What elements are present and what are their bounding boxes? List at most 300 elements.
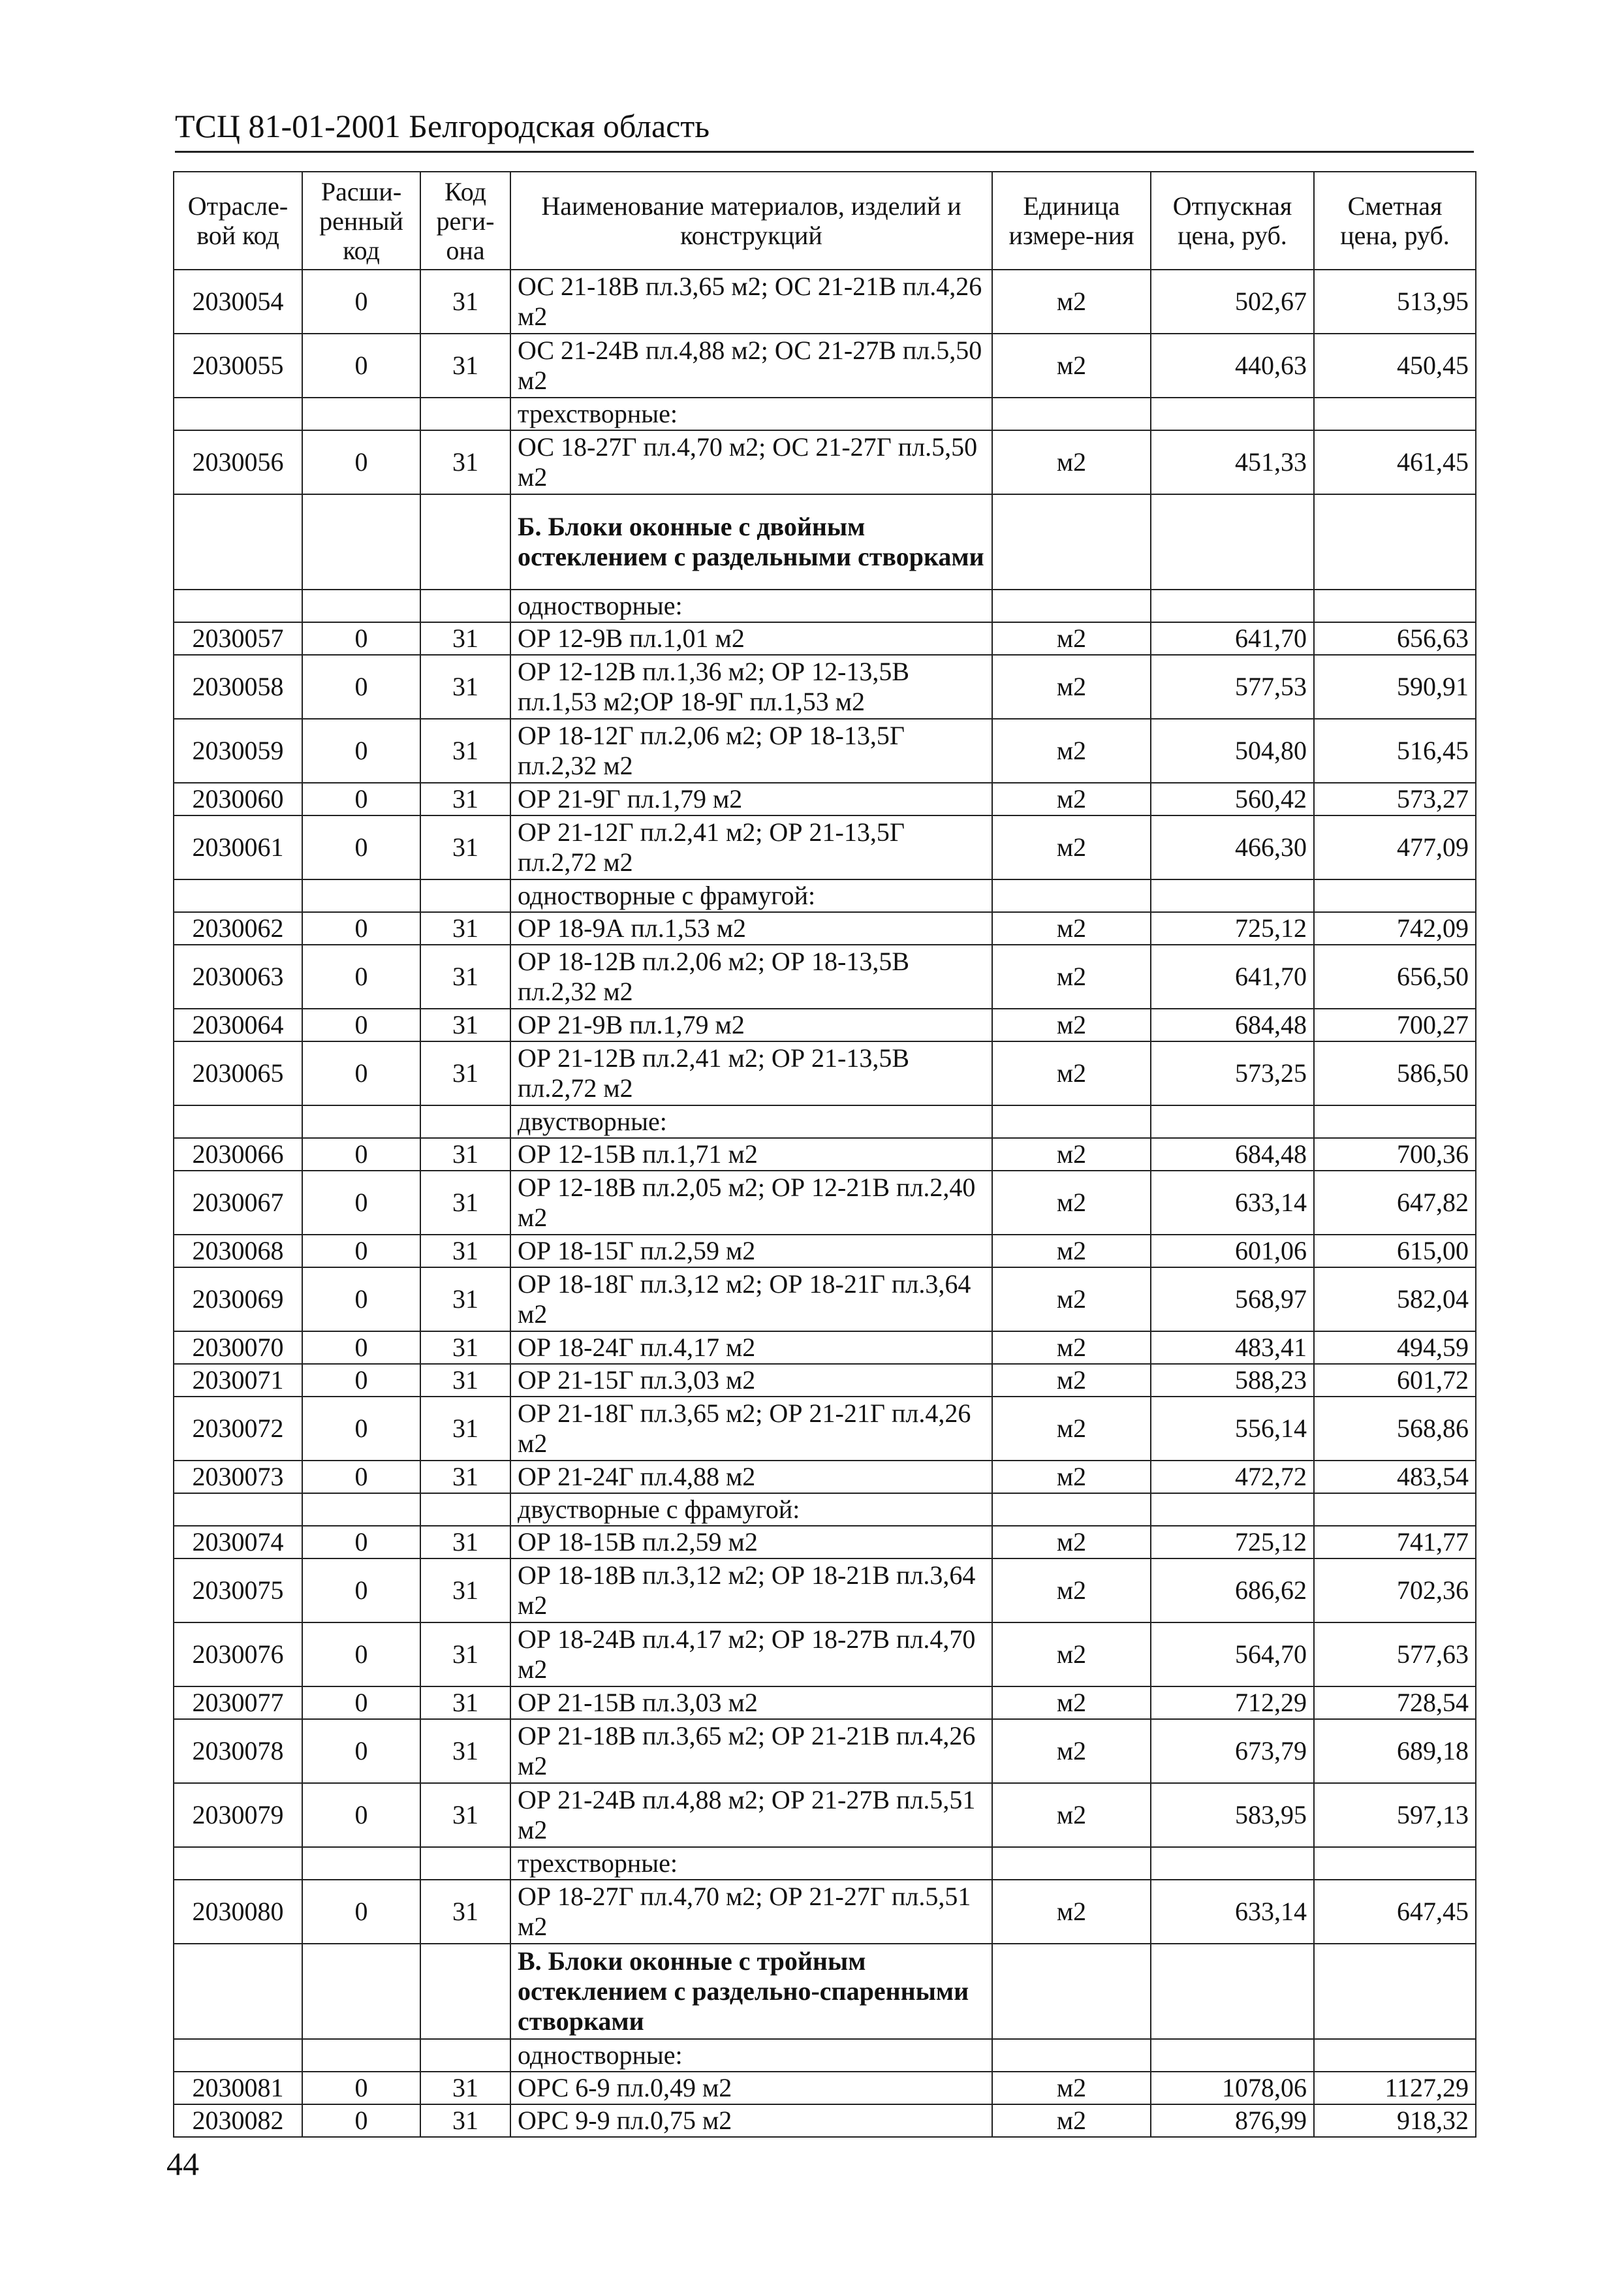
industry-code-cell: 2030079 bbox=[174, 1783, 302, 1847]
unit-cell: м2 bbox=[992, 1526, 1151, 1558]
column-header-estimate-price: Сметная цена, руб. bbox=[1314, 172, 1476, 270]
name-cell: ОС 21-24В пл.4,88 м2; ОС 21-27В пл.5,50 м2 bbox=[510, 334, 992, 398]
name-cell: трехстворные: bbox=[510, 1847, 992, 1880]
extended-code-cell bbox=[302, 1105, 420, 1138]
name-cell: ОР 21-9Г пл.1,79 м2 bbox=[510, 783, 992, 815]
extended-code-cell: 0 bbox=[302, 1719, 420, 1783]
estimate-price-cell: 742,09 bbox=[1314, 912, 1476, 945]
name-cell: ОР 18-9А пл.1,53 м2 bbox=[510, 912, 992, 945]
release-price-cell: 560,42 bbox=[1151, 783, 1314, 815]
name-cell: ОР 18-12Г пл.2,06 м2; ОР 18-13,5Г пл.2,32 м2 bbox=[510, 719, 992, 783]
industry-code-cell bbox=[174, 1944, 302, 2039]
extended-code-cell: 0 bbox=[302, 1138, 420, 1171]
unit-cell: м2 bbox=[992, 1880, 1151, 1944]
release-price-cell bbox=[1151, 1944, 1314, 2039]
unit-cell: м2 bbox=[992, 1461, 1151, 1493]
page-number: 44 bbox=[166, 2145, 199, 2182]
extended-code-cell bbox=[302, 879, 420, 912]
release-price-cell: 472,72 bbox=[1151, 1461, 1314, 1493]
estimate-price-cell: 647,82 bbox=[1314, 1171, 1476, 1235]
name-cell: одностворные: bbox=[510, 590, 992, 622]
name-cell: двустворные с фрамугой: bbox=[510, 1493, 992, 1526]
name-cell: ОР 18-18В пл.3,12 м2; ОР 18-21В пл.3,64 м2 bbox=[510, 1558, 992, 1622]
extended-code-cell: 0 bbox=[302, 1364, 420, 1397]
estimate-price-cell: 516,45 bbox=[1314, 719, 1476, 783]
estimate-price-cell bbox=[1314, 494, 1476, 590]
unit-cell: м2 bbox=[992, 1719, 1151, 1783]
extended-code-cell: 0 bbox=[302, 1171, 420, 1235]
subheading-row bbox=[174, 879, 1476, 912]
unit-cell: м2 bbox=[992, 622, 1151, 655]
unit-cell bbox=[992, 1944, 1151, 2039]
region-code-cell: 31 bbox=[420, 1686, 510, 1719]
unit-cell: м2 bbox=[992, 719, 1151, 783]
region-code-cell: 31 bbox=[420, 815, 510, 879]
release-price-cell bbox=[1151, 590, 1314, 622]
industry-code-cell: 2030054 bbox=[174, 270, 302, 334]
release-price-cell: 725,12 bbox=[1151, 1526, 1314, 1558]
section-heading-row bbox=[174, 494, 1476, 590]
extended-code-cell bbox=[302, 590, 420, 622]
estimate-price-cell: 483,54 bbox=[1314, 1461, 1476, 1493]
name-cell: ОРС 6-9 пл.0,49 м2 bbox=[510, 2072, 992, 2104]
estimate-price-cell: 741,77 bbox=[1314, 1526, 1476, 1558]
region-code-cell: 31 bbox=[420, 1461, 510, 1493]
estimate-price-cell: 590,91 bbox=[1314, 655, 1476, 719]
estimate-price-cell bbox=[1314, 398, 1476, 430]
estimate-price-cell: 1127,29 bbox=[1314, 2072, 1476, 2104]
unit-cell bbox=[992, 590, 1151, 622]
release-price-cell: 876,99 bbox=[1151, 2104, 1314, 2137]
table-row bbox=[174, 1364, 1476, 1397]
extended-code-cell bbox=[302, 398, 420, 430]
table-row bbox=[174, 1526, 1476, 1558]
release-price-cell bbox=[1151, 494, 1314, 590]
industry-code-cell: 2030056 bbox=[174, 430, 302, 494]
release-price-cell: 725,12 bbox=[1151, 912, 1314, 945]
extended-code-cell: 0 bbox=[302, 1235, 420, 1267]
industry-code-cell: 2030080 bbox=[174, 1880, 302, 1944]
name-cell: ОР 21-9В пл.1,79 м2 bbox=[510, 1009, 992, 1041]
extended-code-cell bbox=[302, 494, 420, 590]
extended-code-cell: 0 bbox=[302, 1880, 420, 1944]
unit-cell: м2 bbox=[992, 270, 1151, 334]
extended-code-cell: 0 bbox=[302, 1397, 420, 1461]
name-cell: ОР 18-24Г пл.4,17 м2 bbox=[510, 1331, 992, 1364]
industry-code-cell: 2030069 bbox=[174, 1267, 302, 1331]
table-row bbox=[174, 1686, 1476, 1719]
industry-code-cell: 2030067 bbox=[174, 1171, 302, 1235]
release-price-cell: 641,70 bbox=[1151, 945, 1314, 1009]
industry-code-cell bbox=[174, 1493, 302, 1526]
region-code-cell: 31 bbox=[420, 1526, 510, 1558]
unit-cell: м2 bbox=[992, 1364, 1151, 1397]
table-row bbox=[174, 1397, 1476, 1461]
release-price-cell: 633,14 bbox=[1151, 1171, 1314, 1235]
table-row bbox=[174, 1235, 1476, 1267]
name-cell: ОР 18-24В пл.4,17 м2; ОР 18-27В пл.4,70 м2 bbox=[510, 1622, 992, 1686]
extended-code-cell: 0 bbox=[302, 334, 420, 398]
region-code-cell: 31 bbox=[420, 334, 510, 398]
extended-code-cell: 0 bbox=[302, 622, 420, 655]
unit-cell: м2 bbox=[992, 1009, 1151, 1041]
region-code-cell bbox=[420, 590, 510, 622]
industry-code-cell: 2030072 bbox=[174, 1397, 302, 1461]
release-price-cell: 564,70 bbox=[1151, 1622, 1314, 1686]
industry-code-cell bbox=[174, 1847, 302, 1880]
unit-cell: м2 bbox=[992, 945, 1151, 1009]
industry-code-cell: 2030068 bbox=[174, 1235, 302, 1267]
release-price-cell: 440,63 bbox=[1151, 334, 1314, 398]
release-price-cell: 502,67 bbox=[1151, 270, 1314, 334]
region-code-cell: 31 bbox=[420, 1558, 510, 1622]
region-code-cell: 31 bbox=[420, 1138, 510, 1171]
region-code-cell bbox=[420, 494, 510, 590]
price-table bbox=[173, 171, 1476, 2138]
industry-code-cell: 2030073 bbox=[174, 1461, 302, 1493]
name-cell: ОР 21-15В пл.3,03 м2 bbox=[510, 1686, 992, 1719]
table-row bbox=[174, 270, 1476, 334]
industry-code-cell: 2030071 bbox=[174, 1364, 302, 1397]
region-code-cell: 31 bbox=[420, 622, 510, 655]
industry-code-cell: 2030075 bbox=[174, 1558, 302, 1622]
table-row bbox=[174, 1138, 1476, 1171]
estimate-price-cell: 728,54 bbox=[1314, 1686, 1476, 1719]
industry-code-cell: 2030062 bbox=[174, 912, 302, 945]
industry-code-cell: 2030065 bbox=[174, 1041, 302, 1105]
table-row bbox=[174, 1719, 1476, 1783]
region-code-cell: 31 bbox=[420, 1267, 510, 1331]
estimate-price-cell: 656,63 bbox=[1314, 622, 1476, 655]
column-header-name: Наименование материалов, изделий и конструкций bbox=[510, 172, 992, 270]
estimate-price-cell: 573,27 bbox=[1314, 783, 1476, 815]
estimate-price-cell: 477,09 bbox=[1314, 815, 1476, 879]
name-cell: ОР 21-24Г пл.4,88 м2 bbox=[510, 1461, 992, 1493]
estimate-price-cell: 689,18 bbox=[1314, 1719, 1476, 1783]
extended-code-cell: 0 bbox=[302, 270, 420, 334]
section-heading-row bbox=[174, 1944, 1476, 2039]
estimate-price-cell: 450,45 bbox=[1314, 334, 1476, 398]
table-row bbox=[174, 1558, 1476, 1622]
unit-cell bbox=[992, 2039, 1151, 2072]
name-cell: ОР 21-15Г пл.3,03 м2 bbox=[510, 1364, 992, 1397]
region-code-cell: 31 bbox=[420, 1783, 510, 1847]
table-row bbox=[174, 622, 1476, 655]
region-code-cell bbox=[420, 2039, 510, 2072]
region-code-cell: 31 bbox=[420, 719, 510, 783]
unit-cell bbox=[992, 494, 1151, 590]
column-header-unit: Единица измере-ния bbox=[992, 172, 1151, 270]
table-row bbox=[174, 1009, 1476, 1041]
extended-code-cell: 0 bbox=[302, 815, 420, 879]
industry-code-cell: 2030059 bbox=[174, 719, 302, 783]
region-code-cell: 31 bbox=[420, 1171, 510, 1235]
unit-cell: м2 bbox=[992, 2072, 1151, 2104]
table-row bbox=[174, 1331, 1476, 1364]
estimate-price-cell: 647,45 bbox=[1314, 1880, 1476, 1944]
industry-code-cell: 2030058 bbox=[174, 655, 302, 719]
extended-code-cell: 0 bbox=[302, 430, 420, 494]
estimate-price-cell: 601,72 bbox=[1314, 1364, 1476, 1397]
name-cell: трехстворные: bbox=[510, 398, 992, 430]
unit-cell: м2 bbox=[992, 2104, 1151, 2137]
release-price-cell bbox=[1151, 879, 1314, 912]
unit-cell: м2 bbox=[992, 1171, 1151, 1235]
region-code-cell bbox=[420, 398, 510, 430]
extended-code-cell: 0 bbox=[302, 912, 420, 945]
industry-code-cell: 2030057 bbox=[174, 622, 302, 655]
unit-cell bbox=[992, 398, 1151, 430]
estimate-price-cell bbox=[1314, 1105, 1476, 1138]
name-cell: двустворные: bbox=[510, 1105, 992, 1138]
name-cell: ОС 18-27Г пл.4,70 м2; ОС 21-27Г пл.5,50 м2 bbox=[510, 430, 992, 494]
release-price-cell: 601,06 bbox=[1151, 1235, 1314, 1267]
region-code-cell: 31 bbox=[420, 1397, 510, 1461]
name-cell: ОС 21-18В пл.3,65 м2; ОС 21-21В пл.4,26 м2 bbox=[510, 270, 992, 334]
unit-cell: м2 bbox=[992, 815, 1151, 879]
release-price-cell bbox=[1151, 1105, 1314, 1138]
unit-cell: м2 bbox=[992, 1783, 1151, 1847]
industry-code-cell: 2030076 bbox=[174, 1622, 302, 1686]
estimate-price-cell bbox=[1314, 879, 1476, 912]
name-cell: ОРС 9-9 пл.0,75 м2 bbox=[510, 2104, 992, 2137]
extended-code-cell bbox=[302, 1493, 420, 1526]
unit-cell: м2 bbox=[992, 655, 1151, 719]
region-code-cell: 31 bbox=[420, 1331, 510, 1364]
extended-code-cell bbox=[302, 2039, 420, 2072]
table-row bbox=[174, 719, 1476, 783]
industry-code-cell: 2030060 bbox=[174, 783, 302, 815]
estimate-price-cell: 615,00 bbox=[1314, 1235, 1476, 1267]
table-row bbox=[174, 1171, 1476, 1235]
unit-cell bbox=[992, 1105, 1151, 1138]
name-cell: одностворные с фрамугой: bbox=[510, 879, 992, 912]
release-price-cell: 583,95 bbox=[1151, 1783, 1314, 1847]
release-price-cell: 577,53 bbox=[1151, 655, 1314, 719]
table-row bbox=[174, 430, 1476, 494]
column-header-extended-code: Расши-ренный код bbox=[302, 172, 420, 270]
region-code-cell: 31 bbox=[420, 1719, 510, 1783]
unit-cell: м2 bbox=[992, 912, 1151, 945]
industry-code-cell bbox=[174, 2039, 302, 2072]
estimate-price-cell bbox=[1314, 1847, 1476, 1880]
table-row bbox=[174, 2104, 1476, 2137]
industry-code-cell: 2030082 bbox=[174, 2104, 302, 2137]
extended-code-cell: 0 bbox=[302, 655, 420, 719]
extended-code-cell: 0 bbox=[302, 1558, 420, 1622]
unit-cell bbox=[992, 1847, 1151, 1880]
unit-cell: м2 bbox=[992, 1331, 1151, 1364]
industry-code-cell bbox=[174, 879, 302, 912]
release-price-cell: 556,14 bbox=[1151, 1397, 1314, 1461]
industry-code-cell bbox=[174, 590, 302, 622]
unit-cell: м2 bbox=[992, 783, 1151, 815]
name-cell: ОР 18-18Г пл.3,12 м2; ОР 18-21Г пл.3,64 м2 bbox=[510, 1267, 992, 1331]
name-cell: ОР 21-12В пл.2,41 м2; ОР 21-13,5В пл.2,72 м2 bbox=[510, 1041, 992, 1105]
unit-cell bbox=[992, 1493, 1151, 1526]
table-body bbox=[174, 270, 1476, 2137]
table-row bbox=[174, 655, 1476, 719]
table-header-row bbox=[174, 172, 1476, 270]
release-price-cell bbox=[1151, 2039, 1314, 2072]
column-header-industry-code: Отрасле-вой код bbox=[174, 172, 302, 270]
name-cell: ОР 21-18Г пл.3,65 м2; ОР 21-21Г пл.4,26 м2 bbox=[510, 1397, 992, 1461]
name-cell: ОР 18-15Г пл.2,59 м2 bbox=[510, 1235, 992, 1267]
subheading-row bbox=[174, 1493, 1476, 1526]
subheading-row bbox=[174, 2039, 1476, 2072]
extended-code-cell: 0 bbox=[302, 1267, 420, 1331]
region-code-cell: 31 bbox=[420, 1041, 510, 1105]
extended-code-cell: 0 bbox=[302, 945, 420, 1009]
release-price-cell: 673,79 bbox=[1151, 1719, 1314, 1783]
estimate-price-cell: 568,86 bbox=[1314, 1397, 1476, 1461]
region-code-cell: 31 bbox=[420, 945, 510, 1009]
region-code-cell bbox=[420, 879, 510, 912]
name-cell: ОР 21-24В пл.4,88 м2; ОР 21-27В пл.5,51 м2 bbox=[510, 1783, 992, 1847]
industry-code-cell: 2030077 bbox=[174, 1686, 302, 1719]
industry-code-cell: 2030074 bbox=[174, 1526, 302, 1558]
name-cell: Б. Блоки оконные с двойным остеклением с раздельными створками bbox=[510, 494, 992, 590]
release-price-cell: 451,33 bbox=[1151, 430, 1314, 494]
extended-code-cell: 0 bbox=[302, 1461, 420, 1493]
estimate-price-cell bbox=[1314, 590, 1476, 622]
table-row bbox=[174, 1461, 1476, 1493]
release-price-cell: 1078,06 bbox=[1151, 2072, 1314, 2104]
table-row bbox=[174, 912, 1476, 945]
name-cell: ОР 21-12Г пл.2,41 м2; ОР 21-13,5Г пл.2,72 м2 bbox=[510, 815, 992, 879]
table-row bbox=[174, 815, 1476, 879]
unit-cell: м2 bbox=[992, 1622, 1151, 1686]
industry-code-cell: 2030066 bbox=[174, 1138, 302, 1171]
region-code-cell: 31 bbox=[420, 270, 510, 334]
estimate-price-cell bbox=[1314, 2039, 1476, 2072]
unit-cell bbox=[992, 879, 1151, 912]
table-row bbox=[174, 1783, 1476, 1847]
extended-code-cell: 0 bbox=[302, 1526, 420, 1558]
industry-code-cell bbox=[174, 494, 302, 590]
extended-code-cell: 0 bbox=[302, 1622, 420, 1686]
estimate-price-cell bbox=[1314, 1493, 1476, 1526]
industry-code-cell: 2030070 bbox=[174, 1331, 302, 1364]
estimate-price-cell: 494,59 bbox=[1314, 1331, 1476, 1364]
name-cell: одностворные: bbox=[510, 2039, 992, 2072]
region-code-cell: 31 bbox=[420, 655, 510, 719]
industry-code-cell: 2030063 bbox=[174, 945, 302, 1009]
extended-code-cell: 0 bbox=[302, 719, 420, 783]
industry-code-cell bbox=[174, 398, 302, 430]
region-code-cell: 31 bbox=[420, 430, 510, 494]
estimate-price-cell: 656,50 bbox=[1314, 945, 1476, 1009]
table-row bbox=[174, 1041, 1476, 1105]
column-header-release-price: Отпускная цена, руб. bbox=[1151, 172, 1314, 270]
column-header-region-code: Код реги-она bbox=[420, 172, 510, 270]
name-cell: ОР 21-18В пл.3,65 м2; ОР 21-21В пл.4,26 м2 bbox=[510, 1719, 992, 1783]
extended-code-cell: 0 bbox=[302, 783, 420, 815]
page-header: ТСЦ 81-01-2001 Белгородская область bbox=[175, 106, 1474, 153]
extended-code-cell bbox=[302, 1944, 420, 2039]
name-cell: ОР 12-15В пл.1,71 м2 bbox=[510, 1138, 992, 1171]
extended-code-cell: 0 bbox=[302, 1783, 420, 1847]
table-row bbox=[174, 945, 1476, 1009]
extended-code-cell: 0 bbox=[302, 2104, 420, 2137]
release-price-cell: 641,70 bbox=[1151, 622, 1314, 655]
estimate-price-cell: 700,27 bbox=[1314, 1009, 1476, 1041]
estimate-price-cell: 597,13 bbox=[1314, 1783, 1476, 1847]
extended-code-cell bbox=[302, 1847, 420, 1880]
industry-code-cell: 2030078 bbox=[174, 1719, 302, 1783]
extended-code-cell: 0 bbox=[302, 2072, 420, 2104]
subheading-row bbox=[174, 1847, 1476, 1880]
region-code-cell: 31 bbox=[420, 1364, 510, 1397]
unit-cell: м2 bbox=[992, 334, 1151, 398]
unit-cell: м2 bbox=[992, 1235, 1151, 1267]
name-cell: ОР 12-12В пл.1,36 м2; ОР 12-13,5В пл.1,53 м2;ОР 18-9Г пл.1,53 м2 bbox=[510, 655, 992, 719]
table-row bbox=[174, 783, 1476, 815]
extended-code-cell: 0 bbox=[302, 1041, 420, 1105]
estimate-price-cell: 702,36 bbox=[1314, 1558, 1476, 1622]
subheading-row bbox=[174, 398, 1476, 430]
subheading-row bbox=[174, 1105, 1476, 1138]
name-cell: ОР 12-18В пл.2,05 м2; ОР 12-21В пл.2,40 м2 bbox=[510, 1171, 992, 1235]
table-row bbox=[174, 1267, 1476, 1331]
region-code-cell bbox=[420, 1105, 510, 1138]
extended-code-cell: 0 bbox=[302, 1009, 420, 1041]
estimate-price-cell: 586,50 bbox=[1314, 1041, 1476, 1105]
estimate-price-cell: 918,32 bbox=[1314, 2104, 1476, 2137]
region-code-cell bbox=[420, 1493, 510, 1526]
industry-code-cell: 2030064 bbox=[174, 1009, 302, 1041]
name-cell: ОР 18-12В пл.2,06 м2; ОР 18-13,5В пл.2,32 м2 bbox=[510, 945, 992, 1009]
region-code-cell: 31 bbox=[420, 1235, 510, 1267]
unit-cell: м2 bbox=[992, 1138, 1151, 1171]
industry-code-cell: 2030061 bbox=[174, 815, 302, 879]
release-price-cell: 504,80 bbox=[1151, 719, 1314, 783]
release-price-cell: 573,25 bbox=[1151, 1041, 1314, 1105]
table-row bbox=[174, 1880, 1476, 1944]
region-code-cell: 31 bbox=[420, 2072, 510, 2104]
table-row bbox=[174, 2072, 1476, 2104]
estimate-price-cell: 577,63 bbox=[1314, 1622, 1476, 1686]
release-price-cell: 684,48 bbox=[1151, 1138, 1314, 1171]
region-code-cell: 31 bbox=[420, 912, 510, 945]
table-row bbox=[174, 1622, 1476, 1686]
region-code-cell bbox=[420, 1944, 510, 2039]
release-price-cell: 712,29 bbox=[1151, 1686, 1314, 1719]
estimate-price-cell: 513,95 bbox=[1314, 270, 1476, 334]
region-code-cell bbox=[420, 1847, 510, 1880]
region-code-cell: 31 bbox=[420, 1622, 510, 1686]
industry-code-cell: 2030055 bbox=[174, 334, 302, 398]
unit-cell: м2 bbox=[992, 1267, 1151, 1331]
table-row bbox=[174, 334, 1476, 398]
release-price-cell: 588,23 bbox=[1151, 1364, 1314, 1397]
industry-code-cell bbox=[174, 1105, 302, 1138]
release-price-cell: 684,48 bbox=[1151, 1009, 1314, 1041]
industry-code-cell: 2030081 bbox=[174, 2072, 302, 2104]
region-code-cell: 31 bbox=[420, 1880, 510, 1944]
subheading-row bbox=[174, 590, 1476, 622]
unit-cell: м2 bbox=[992, 1558, 1151, 1622]
estimate-price-cell: 582,04 bbox=[1314, 1267, 1476, 1331]
name-cell: В. Блоки оконные с тройным остеклением с раздельно-спаренными створками bbox=[510, 1944, 992, 2039]
name-cell: ОР 18-15В пл.2,59 м2 bbox=[510, 1526, 992, 1558]
region-code-cell: 31 bbox=[420, 1009, 510, 1041]
unit-cell: м2 bbox=[992, 430, 1151, 494]
unit-cell: м2 bbox=[992, 1397, 1151, 1461]
unit-cell: м2 bbox=[992, 1686, 1151, 1719]
unit-cell: м2 bbox=[992, 1041, 1151, 1105]
name-cell: ОР 18-27Г пл.4,70 м2; ОР 21-27Г пл.5,51 м2 bbox=[510, 1880, 992, 1944]
